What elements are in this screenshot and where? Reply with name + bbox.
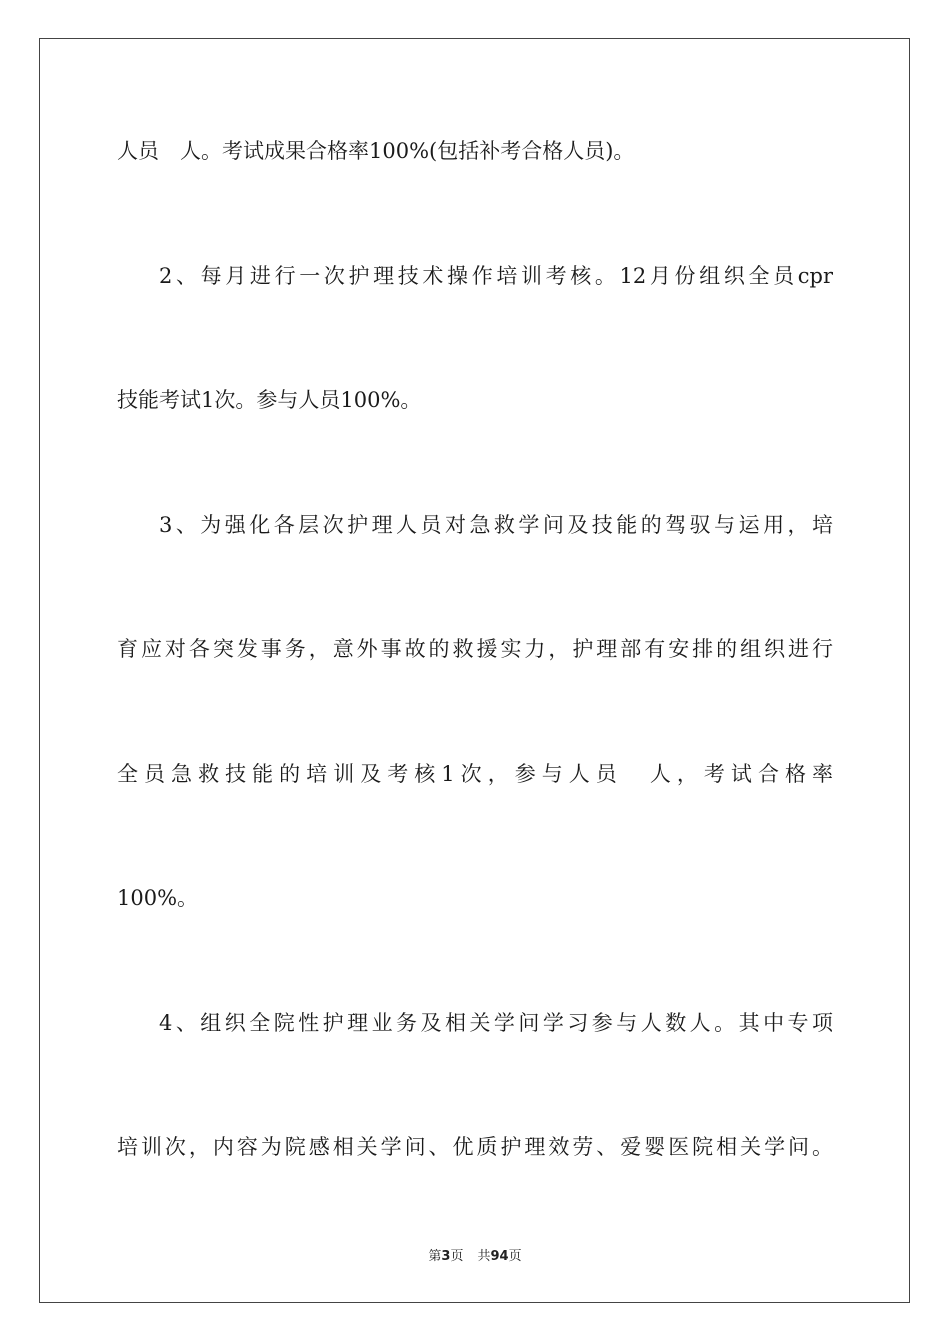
footer-page-prefix: 第 bbox=[428, 1249, 442, 1264]
body-line-8: 4、组织全院性护理业务及相关学问学习参与人数人。其中专项 bbox=[159, 1011, 833, 1035]
body-line-7: 100%。 bbox=[117, 886, 199, 910]
footer-total-pages: 94 bbox=[490, 1249, 509, 1264]
body-line-6: 全员急救技能的培训及考核1次，参与人员 人，考试合格率 bbox=[117, 762, 833, 786]
body-line-2: 2、每月进行一次护理技术操作培训考核。12月份组织全员cpr bbox=[159, 264, 833, 288]
body-line-1: 人员 人。考试成果合格率100%(包括补考合格人员)。 bbox=[117, 139, 635, 163]
page-frame bbox=[39, 38, 910, 1303]
body-line-4: 3、为强化各层次护理人员对急救学问及技能的驾驭与运用，培 bbox=[159, 513, 833, 537]
body-line-9: 培训次，内容为院感相关学问、优质护理效劳、爱婴医院相关学问。 bbox=[117, 1135, 833, 1159]
footer-page-suffix: 页 bbox=[450, 1249, 464, 1264]
footer-page-number: 3 bbox=[441, 1249, 451, 1264]
body-line-5: 育应对各突发事务，意外事故的救援实力，护理部有安排的组织进行 bbox=[117, 637, 833, 661]
footer-total-suffix: 页 bbox=[508, 1249, 522, 1264]
page-footer bbox=[0, 1248, 950, 1266]
footer-total-prefix: 共 bbox=[477, 1249, 491, 1264]
body-line-3: 技能考试1次。参与人员100%。 bbox=[117, 388, 422, 412]
